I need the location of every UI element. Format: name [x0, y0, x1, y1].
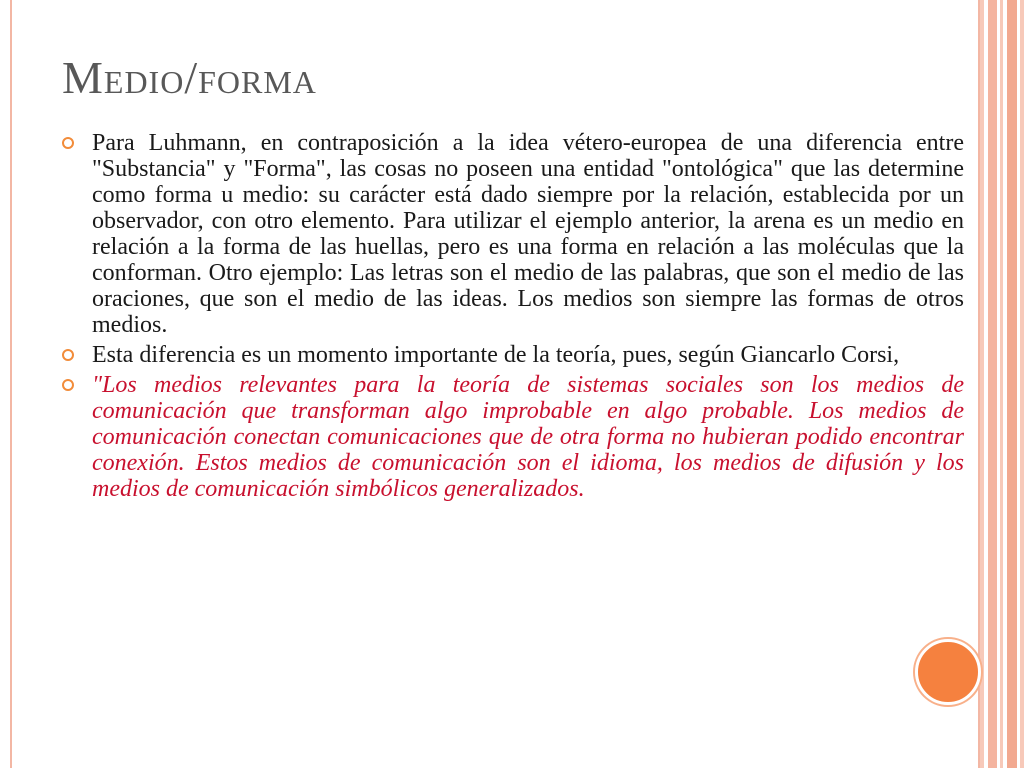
bullet-item — [62, 130, 964, 338]
stripe — [980, 0, 984, 768]
stripe — [988, 0, 997, 768]
bullet-item — [62, 342, 964, 368]
bullet-icon — [62, 379, 74, 391]
bullet-icon — [62, 349, 74, 361]
stripe — [1007, 0, 1017, 768]
bullet-text: Esta diferencia es un momento importante de la teoría, pues, según Giancarlo Corsi, — [92, 342, 900, 368]
bullet-list — [62, 130, 964, 506]
stripe — [1020, 0, 1024, 768]
quote-bullet-item — [62, 372, 964, 502]
stripe — [1000, 0, 1003, 768]
bullet-text: Para Luhmann, en contraposición a la idea vétero-europea de una diferencia entre "Substancia" y "Forma", las cosas no poseen una entidad "ontológica" que las determine como forma u medio: su carácter está dado siempre por la relación, establecida por un observador, con otro elemento. Para utilizar el ejemplo anterior, la arena es un medio en relación a la forma de las huellas, pero es una forma en relación a las moléculas que la conforman. Otro ejemplo: Las letras son el medio de las palabras, que son el medio de las oraciones, que son el medio de las ideas. Los medios son siempre las formas de otros medios. — [92, 130, 964, 338]
slide-title: Medio/forma — [62, 52, 317, 103]
decorative-stripes — [980, 0, 1024, 768]
bullet-icon — [62, 137, 74, 149]
quote-text: "Los medios relevantes para la teoría de sistemas sociales son los medios de comunicación que transforman algo improbable en algo probable. Los medios de comunicación conectan comunicaciones que de otra forma no hubieran podido encontrar conexión. Estos medios de comunicación son el idioma, los medios de difusión y los medios de comunicación simbólicos generalizados. — [92, 372, 964, 502]
orange-circle-decoration — [915, 639, 981, 705]
